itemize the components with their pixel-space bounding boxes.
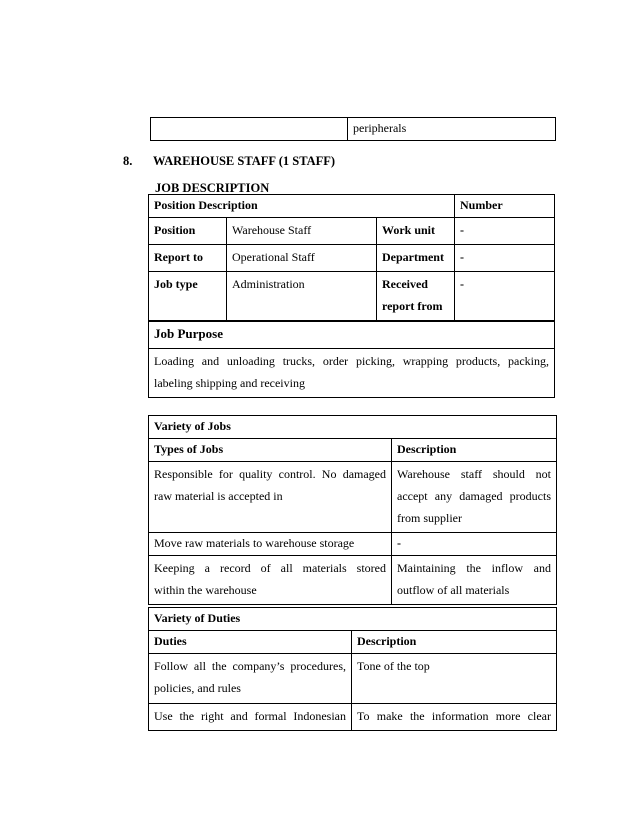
desc-line: outflow of all materials — [397, 583, 510, 597]
job-purpose-line: Loading and unloading trucks, order picking, wrapping products, packing, — [154, 354, 549, 368]
report-from-line: report from — [382, 299, 443, 313]
variety-of-duties-heading: Variety of Duties — [149, 608, 557, 631]
table-row — [149, 704, 557, 731]
types-of-jobs-header: Types of Jobs — [149, 439, 392, 462]
description-header: Description — [392, 439, 557, 462]
job-purpose-text — [149, 349, 555, 398]
table-row — [149, 533, 557, 556]
section-number: 8. — [123, 154, 133, 168]
table-row — [149, 654, 557, 704]
duties-description-header: Description — [352, 631, 557, 654]
duties-header: Duties — [149, 631, 352, 654]
empty-cell — [151, 118, 348, 141]
report-to-label: Report to — [149, 245, 227, 272]
table-row — [149, 556, 557, 605]
job-type-label: Job type — [149, 272, 227, 321]
job-description-table — [148, 194, 555, 321]
table-row — [149, 462, 557, 533]
department-value: - — [455, 245, 555, 272]
previous-section-table — [150, 117, 556, 141]
number-header: Number — [455, 195, 555, 218]
variety-of-duties-table — [148, 607, 557, 731]
variety-of-jobs-heading: Variety of Jobs — [149, 416, 557, 439]
job-purpose-heading: Job Purpose — [149, 322, 555, 349]
job-description-cell: - — [392, 533, 557, 556]
job-purpose-line: labeling shipping and receiving — [154, 376, 305, 390]
job-type-value: Administration — [227, 272, 377, 321]
duty-cell: Use the right and formal Indonesian — [149, 704, 352, 731]
desc-line: accept any damaged products — [397, 489, 552, 503]
position-label: Position — [149, 218, 227, 245]
job-line: Responsible for quality control. No damaged — [154, 467, 386, 481]
position-description-header: Position Description — [149, 195, 455, 218]
duty-cell — [149, 654, 352, 704]
work-unit-value: - — [455, 218, 555, 245]
variety-of-jobs-table — [148, 415, 557, 605]
job-line: raw material is accepted in — [154, 489, 283, 503]
job-description-cell — [392, 462, 557, 533]
job-cell: Move raw materials to warehouse storage — [149, 533, 392, 556]
table-row — [149, 272, 555, 321]
received-report-from-label — [377, 272, 455, 321]
desc-line: Maintaining the inflow and — [397, 561, 552, 575]
desc-line: from supplier — [397, 511, 462, 525]
job-description-cell — [392, 556, 557, 605]
duty-description-cell: Tone of the top — [352, 654, 557, 704]
duty-description-cell: To make the information more clear — [352, 704, 557, 731]
duty-line: Follow all the company’s procedures, — [154, 659, 346, 673]
job-description-heading: JOB DESCRIPTION — [155, 181, 270, 195]
department-label: Department — [377, 245, 455, 272]
position-value: Warehouse Staff — [227, 218, 377, 245]
report-to-value: Operational Staff — [227, 245, 377, 272]
table-row — [149, 218, 555, 245]
desc-line: Warehouse staff should not — [397, 467, 552, 481]
job-cell — [149, 556, 392, 605]
work-unit-label: Work unit — [377, 218, 455, 245]
job-line: Keeping a record of all materials stored — [154, 561, 386, 575]
job-cell — [149, 462, 392, 533]
job-purpose-table — [148, 321, 555, 398]
section-title: WAREHOUSE STAFF (1 STAFF) — [153, 154, 336, 168]
received-report-from-value: - — [455, 272, 555, 321]
table-row — [149, 245, 555, 272]
duty-line: policies, and rules — [154, 681, 241, 695]
job-line: within the warehouse — [154, 583, 257, 597]
received-line: Received — [382, 277, 428, 291]
peripherals-cell: peripherals — [348, 118, 556, 141]
